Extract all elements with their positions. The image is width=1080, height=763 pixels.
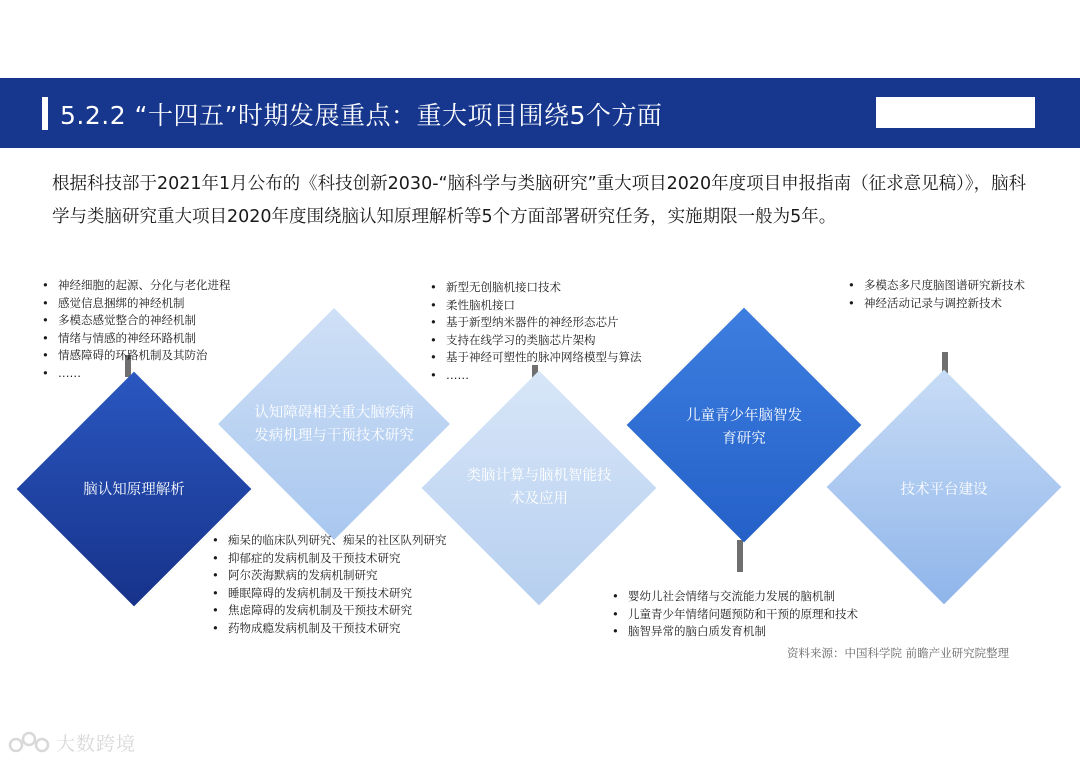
list-item: • 阿尔茨海默病的发病机制研究 xyxy=(212,567,447,585)
list-item: • 情绪与情感的神经环路机制 xyxy=(42,330,231,348)
list-item: • 焦虑障碍的发病机制及干预技术研究 xyxy=(212,602,447,620)
list-item: • 情感障碍的环路机制及其防治 xyxy=(42,347,231,365)
list-item: • 新型无创脑机接口技术 xyxy=(430,279,642,297)
diamond-label-cognition: 脑认知原理解析 xyxy=(83,481,185,498)
list-item: • 多模态多尺度脑图谱研究新技术 xyxy=(848,277,1025,295)
list-item: • 婴幼儿社会情绪与交流能力发展的脑机制 xyxy=(612,588,858,606)
list-item: • 药物成瘾发病机制及干预技术研究 xyxy=(212,620,447,638)
intro-paragraph xyxy=(52,168,1032,234)
intro-text: 根据科技部于2021年1月公布的《科技创新2030-“脑科学与类脑研究”重大项目2020年度项目申报指南（征求意见稿）》，脑科学与类脑研究重大项目2020年度围绕脑认知原理解析等5个方面部署研究任务，实施期限一般为5年。 xyxy=(52,174,1027,227)
list-item: • 柔性脑机接口 xyxy=(430,297,642,315)
list-item: • 痴呆的临床队列研究、痴呆的社区队列研究 xyxy=(212,532,447,550)
diamond-label-youth: 儿童青少年脑智发育研究 xyxy=(686,408,802,447)
source-note: 资料来源：中国科学院 前瞻产业研究院整理 xyxy=(787,646,1010,660)
watermark-text: 大数跨境 xyxy=(56,732,137,755)
list-item: • 抑郁症的发病机制及干预技术研究 xyxy=(212,550,447,568)
diamond-label-disease: 认知障碍相关重大脑疾病发病机理与干预技术研究 xyxy=(254,405,414,444)
header-accent-bar xyxy=(42,97,48,130)
watermark-logo xyxy=(8,727,136,757)
header-banner xyxy=(0,78,1080,148)
page-title: 5.2.2 “十四五”时期发展重点：重大项目围绕5个方面 xyxy=(60,101,663,130)
diamond-label-computing: 类脑计算与脑机智能技术及应用 xyxy=(466,468,612,507)
list-item: • 儿童青少年情绪问题预防和干预的原理和技术 xyxy=(612,606,858,624)
diamond-label-platform: 技术平台建设 xyxy=(900,481,988,498)
list-platform xyxy=(848,277,1025,312)
list-item: • 支持在线学习的类脑芯片架构 xyxy=(430,332,642,350)
list-item: • 多模态感觉整合的神经机制 xyxy=(42,312,231,330)
list-item: • 神经活动记录与调控新技术 xyxy=(848,295,1025,313)
list-item: • 感觉信息捆绑的神经机制 xyxy=(42,295,231,313)
list-item: • 睡眠障碍的发病机制及干预技术研究 xyxy=(212,585,447,603)
list-youth xyxy=(612,588,858,641)
list-computing xyxy=(430,279,642,384)
list-item: • 脑智异常的脑白质发育机制 xyxy=(612,623,858,641)
list-item: • …… xyxy=(42,365,231,383)
list-item: • …… xyxy=(430,367,642,385)
list-item: • 基于新型纳米器件的神经形态芯片 xyxy=(430,314,642,332)
connector-youth xyxy=(737,540,743,572)
list-item: • 基于神经可塑性的脉冲网络模型与算法 xyxy=(430,349,642,367)
brand-logo-icon xyxy=(8,729,52,755)
list-item: • 神经细胞的起源、分化与老化进程 xyxy=(42,277,231,295)
list-cognition xyxy=(42,277,231,382)
list-disease xyxy=(212,532,447,637)
header-blank-box xyxy=(876,97,1035,128)
